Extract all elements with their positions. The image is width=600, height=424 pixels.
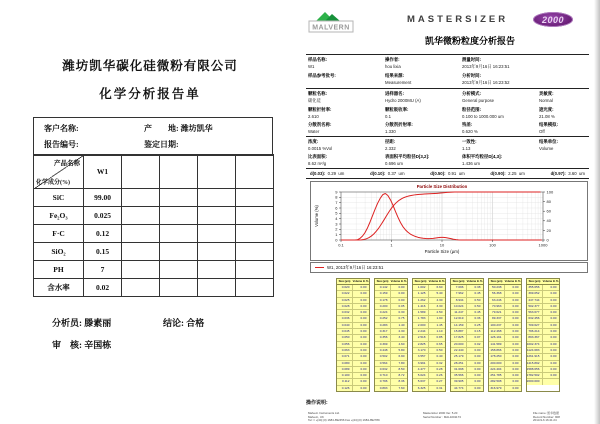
component-name: Fe₂O₃ xyxy=(34,207,84,225)
size-table-column: Size (µm) Volume In % 1.002 6.60 1.125 5.40 1.262 4.30 1.416 3.30 1.589 2.50 1.783 1.90 2.000 1.45 2.244 1.10 2.518 0.85 2.825 0.65 3.170 0.50 3.557 0.40 3.991 0.32 4.477 0.28 5.024 0.26 5.637 0.27 6.325 0.31 xyxy=(412,278,446,392)
info-field: 样品参考批号: xyxy=(308,73,336,78)
footer-address: Malvern Instruments Ltd. Malvern, UK Tel := +[44] (0) 1684-892456 Fax +[44] (0) 1684-892789 xyxy=(308,411,380,423)
size-table-row: 5.024 0.26 xyxy=(413,372,445,378)
size-table-row: 316.979 0.00 xyxy=(490,385,519,390)
svg-text:60: 60 xyxy=(546,208,551,214)
size-table-row: 3.557 0.40 xyxy=(413,353,445,359)
size-table-row: 20.000 0.02 xyxy=(451,341,483,347)
svg-text:6: 6 xyxy=(335,205,338,211)
size-table-row: 0.448 5.80 xyxy=(375,347,407,353)
svg-text:0: 0 xyxy=(335,237,338,243)
size-table-row: 1.589 2.50 xyxy=(413,309,445,315)
conclusion: 结论: 合格 xyxy=(163,318,205,328)
size-table-row: 2000.000 xyxy=(527,378,559,384)
size-table-row: 0.112 0.00 xyxy=(337,378,369,384)
component-name: SiO₂ xyxy=(34,243,84,261)
svg-text:100: 100 xyxy=(489,242,496,248)
scan-edge-shadow xyxy=(594,0,600,424)
size-table-row: 0.100 0.00 xyxy=(337,372,369,378)
size-table-row: 0.224 0.30 xyxy=(375,309,407,315)
info-field: 结果来源: Measurement xyxy=(385,73,412,85)
size-table-row: 0.071 0.00 xyxy=(337,353,369,359)
component-value: 0.025 xyxy=(84,207,122,225)
mastersizer-wordmark: MASTERSIZER xyxy=(407,14,509,25)
info-field: 颗粒折射率: 2.610 xyxy=(308,107,332,119)
size-table-row: 17.825 0.07 xyxy=(451,334,483,340)
report-header xyxy=(300,0,595,54)
info-field: 体积平均粒径D[4,3]: 1.436 um xyxy=(462,154,503,166)
info-field: 浓度: 0.0015 %Vol xyxy=(308,139,333,151)
divider xyxy=(306,168,589,169)
divider xyxy=(306,88,589,89)
component-value: 99.00 xyxy=(84,189,122,207)
size-table-row: 8.934 0.50 xyxy=(451,297,483,303)
size-table-row: 0.126 0.00 xyxy=(337,385,369,391)
size-table-row: 7.096 0.38 xyxy=(451,285,483,290)
size-table-row: 6.325 0.31 xyxy=(413,385,445,391)
size-table-row: 2.518 0.85 xyxy=(413,334,445,340)
size-table-row: 796.214 0.00 xyxy=(528,329,557,334)
size-table-row: 0.056 0.00 xyxy=(337,341,369,347)
table-row xyxy=(34,243,274,261)
component-value: 7 xyxy=(84,261,122,279)
size-table-row: 11.247 0.45 xyxy=(451,309,483,315)
svg-text:Particle Size (µm): Particle Size (µm) xyxy=(424,249,460,254)
size-table-row: 1.416 3.30 xyxy=(413,303,445,309)
size-table-row: 100.237 0.00 xyxy=(490,322,519,327)
size-table-row: 4.477 0.28 xyxy=(413,366,445,372)
table-row xyxy=(34,225,274,243)
info-field: 粒径范围: 0.100 to 1000.000 um xyxy=(462,107,504,119)
customer-label: 客户名称: xyxy=(44,124,79,133)
legend-line-sample-icon xyxy=(315,267,324,268)
size-table-row: 1002.374 0.00 xyxy=(526,341,557,346)
size-table-row: 44.774 0.00 xyxy=(451,385,483,391)
size-table-row: 0.796 8.36 xyxy=(375,378,407,384)
size-table-row: 1.262 4.30 xyxy=(413,297,445,303)
divider xyxy=(306,54,589,55)
size-table-row: 35.566 0.00 xyxy=(451,372,483,378)
size-table-row: 447.744 0.00 xyxy=(528,297,557,302)
size-table-column: Size (µm) Volume In % 7.096 0.38 7.962 0.45 8.934 0.50 10.024 0.50 11.247 0.45 12.619 0.36 14.159 0.25 15.887 0.15 17.825 0.07 20.000 0.02 22.440 0.00 25.179 0.00 28.251 0.00 31.698 0.00 35.566 0.00 39.905 0.00 44.774 0.00 xyxy=(450,278,484,392)
size-table xyxy=(336,278,560,392)
size-table-row: 28.251 0.00 xyxy=(451,360,483,366)
mastersizer-report xyxy=(300,0,595,424)
d-value: d(0.10): 0.37 um xyxy=(370,171,405,176)
size-table-row: 2.825 0.65 xyxy=(413,341,445,347)
size-table-row: 14.159 0.25 xyxy=(451,322,483,328)
size-table-row: 563.677 0.00 xyxy=(528,310,557,315)
size-table-column: Size (µm) Volume In % 0.142 0.00 0.159 0.00 0.178 0.00 0.200 0.05 0.224 0.30 0.252 0.75 0.283 1.40 0.317 2.30 0.356 3.40 0.399 4.60 0.448 5.80 0.502 6.90 0.564 7.80 0.632 8.50 0.710 8.72 0.796 8.36 0.893 7.60 xyxy=(374,278,408,392)
size-table-row: 39.905 0.00 xyxy=(451,378,483,384)
size-table-row: 1.002 6.60 xyxy=(413,285,445,290)
size-table-column: Size (µm) Volume In % 355.656 0.00 399.052 0.00 447.744 0.00 502.377 0.00 563.677 0.00 632.456 0.00 709.627 0.00 796.214 0.00 893.367 0.00 1002.374 0.00 1124.683 0.00 1261.915 0.00 1415.892 0.00 1588.656 0.00 1782.502 0.00 2000.000 xyxy=(526,278,560,392)
table-row xyxy=(34,207,274,225)
size-table-row: 126.191 0.00 xyxy=(490,335,519,340)
size-table-row: 12.619 0.36 xyxy=(451,315,483,321)
size-table-row: 10.024 0.50 xyxy=(451,303,483,309)
size-table-row: 709.627 0.00 xyxy=(528,322,557,327)
size-table-row: 0.080 0.00 xyxy=(337,360,369,366)
size-table-row: 0.142 0.00 xyxy=(375,285,407,290)
operation-notes-label: 操作说明: xyxy=(306,400,328,407)
svg-text:10: 10 xyxy=(439,242,445,248)
size-table-row: 0.502 6.90 xyxy=(375,353,407,359)
component-name: 含水率 xyxy=(34,279,84,297)
result-summary-grid xyxy=(308,139,587,166)
corner-bottom-label: 化学成分(%) xyxy=(36,180,70,186)
d-value: d(0.97): 3.60 um xyxy=(550,171,585,176)
size-table-row: 0.564 7.80 xyxy=(375,360,407,366)
table-row xyxy=(34,279,274,297)
size-table-row: 0.045 0.00 xyxy=(337,328,369,334)
component-name: SiC xyxy=(34,189,84,207)
svg-text:9: 9 xyxy=(335,189,338,195)
size-table-row: 282.508 0.00 xyxy=(490,379,519,384)
date-label: 鉴定日期: xyxy=(144,140,179,149)
company-name: 潍坊凯华碳化硅微粉有限公司 xyxy=(62,59,238,73)
svg-text:8: 8 xyxy=(335,194,338,200)
divider xyxy=(306,136,589,137)
size-table-row: 632.456 0.00 xyxy=(528,316,557,321)
size-table-column: Size (µm) Volume In % 50.238 0.00 56.368 0.00 63.246 0.00 70.963 0.00 79.621 0.00 89.337 0.00 100.237 0.00 112.468 0.00 126.191 0.00 141.589 0.00 158.866 0.00 178.250 0.00 200.000 0.00 224.404 0.00 251.785 0.00 282.508 0.00 316.979 0.00 xyxy=(488,278,522,392)
size-table-row: 355.656 0.00 xyxy=(528,285,557,289)
reviewer-signature: 审 核: 辛国栋 xyxy=(52,340,112,350)
svg-text:1000: 1000 xyxy=(538,242,548,248)
footer-instrument: Mastersizer 2000 Ver. 5.20 Serial Number : MAL1001173 xyxy=(423,411,461,419)
origin-field: 产 地: 潍坊凯华 xyxy=(144,124,213,133)
info-field: 比表面积: 8.62 m²/g xyxy=(308,154,328,166)
svg-text:Particle Size Distribution: Particle Size Distribution xyxy=(416,184,468,189)
size-table-row: 224.404 0.00 xyxy=(490,366,519,371)
size-table-row: 22.440 0.00 xyxy=(451,347,483,353)
size-table-row: 1.783 1.90 xyxy=(413,315,445,321)
size-table-row: 251.785 0.00 xyxy=(490,373,519,378)
size-table-row: 25.179 0.00 xyxy=(451,353,483,359)
size-table-row: 0.028 0.00 xyxy=(337,303,369,309)
size-table-row: 0.159 0.00 xyxy=(375,290,407,296)
info-field: 一致性: 1.13 xyxy=(462,139,477,151)
component-value: 0.15 xyxy=(84,243,122,261)
svg-text:100: 100 xyxy=(546,189,554,195)
svg-text:1: 1 xyxy=(390,242,393,248)
d-value: d(0.90): 2.25 um xyxy=(490,171,525,176)
size-table-row: 56.368 0.00 xyxy=(489,290,521,296)
size-table-row: 63.246 0.00 xyxy=(489,297,521,303)
size-table-row: 70.963 0.00 xyxy=(489,303,521,309)
size-table-row: 502.377 0.00 xyxy=(528,303,557,308)
report-subtitle: 凯华微粉粒度分析报告 xyxy=(424,36,515,46)
report-no-label: 报告编号: xyxy=(44,140,79,149)
size-table-row: 5.637 0.27 xyxy=(413,378,445,384)
component-name: F·C xyxy=(34,225,84,243)
malvern-wordmark: MALVERN xyxy=(312,24,350,32)
product-header: W1 xyxy=(84,155,122,189)
info-field: 灵敏度: Normal xyxy=(539,91,554,103)
info-field: 结果模拟: Off xyxy=(539,122,559,134)
size-table-row: 0.020 0.00 xyxy=(337,285,369,290)
component-value: 0.02 xyxy=(84,279,122,297)
size-table-row: 141.589 0.00 xyxy=(490,341,519,346)
size-table-row: 7.962 0.45 xyxy=(451,290,483,296)
size-table-row: 0.893 7.60 xyxy=(375,385,407,391)
size-table-row: 0.089 0.00 xyxy=(337,366,369,372)
particle-size-chart xyxy=(310,181,588,261)
size-table-row: 1588.656 0.00 xyxy=(526,366,557,371)
info-field: 分散剂折射率: 1.330 xyxy=(385,122,413,134)
d-values-row xyxy=(310,171,585,176)
svg-text:0: 0 xyxy=(546,237,549,243)
legend-text: W1, 2013年9月16日 16:23:51 xyxy=(327,264,384,270)
size-table-row: 0.063 0.00 xyxy=(337,347,369,353)
size-table-row: 2.244 1.10 xyxy=(413,328,445,334)
svg-text:2: 2 xyxy=(335,226,338,232)
size-table-row: 0.200 0.05 xyxy=(375,303,407,309)
size-table-row: 3.991 0.32 xyxy=(413,360,445,366)
svg-text:0.1: 0.1 xyxy=(338,242,344,248)
info-field: 遮光度: 21.08 % xyxy=(539,107,555,119)
size-table-row: 0.050 0.00 xyxy=(337,334,369,340)
size-table-row: 0.710 8.72 xyxy=(375,372,407,378)
info-field: 颗粒名称: 碳化硅 xyxy=(308,91,328,103)
size-table-row: 893.367 0.00 xyxy=(528,335,557,340)
report-footer xyxy=(308,412,587,423)
size-table-row: 1124.683 0.00 xyxy=(526,347,557,352)
corner-top-label: 产品名称 xyxy=(54,160,80,167)
size-table-row: 1.125 5.40 xyxy=(413,290,445,296)
svg-text:80: 80 xyxy=(546,199,551,204)
info-field: 分析时间: 2013年9月16日 16:23:52 xyxy=(462,73,510,85)
info-field: 测量时间: 2013年9月16日 16:23:51 xyxy=(462,57,510,69)
size-table-row: 0.399 4.60 xyxy=(375,341,407,347)
info-field: 颗粒吸收率: 0.1 xyxy=(385,107,409,119)
size-table-row: 1782.502 0.00 xyxy=(526,373,557,378)
size-table-row: 0.178 0.00 xyxy=(375,297,407,303)
footer-file-info: File name: 凯华数据 Record Number: 908 2013-9-6 16:41:24 xyxy=(533,411,560,423)
size-table-row: 0.025 0.00 xyxy=(337,297,369,303)
info-field: 进样器名: Hydro 2000MU (A) xyxy=(385,91,421,103)
d-value: d(0.03): 0.29 um xyxy=(310,171,345,176)
component-name: PH xyxy=(34,261,84,279)
chemical-composition-table xyxy=(33,154,274,297)
size-table-row: 79.621 0.00 xyxy=(489,309,521,315)
size-table-row: 200.000 0.00 xyxy=(490,360,519,365)
svg-text:40: 40 xyxy=(546,218,551,224)
info-field xyxy=(539,154,587,166)
info-field: 径距: 2.332 xyxy=(385,139,396,151)
diagonal-header-cell xyxy=(34,155,84,189)
size-table-row: 0.632 8.50 xyxy=(375,366,407,372)
table-row xyxy=(34,189,274,207)
d-value: d(0.50): 0.91 um xyxy=(430,171,465,176)
info-field: 表面积平均粒径D[3,2]: 0.696 um xyxy=(385,154,430,166)
size-table-row: 0.356 3.40 xyxy=(375,334,407,340)
svg-text:7: 7 xyxy=(335,200,338,206)
size-table-row: 0.283 1.40 xyxy=(375,322,407,328)
size-table-row: 89.337 0.00 xyxy=(489,315,521,321)
info-field: 分散剂名称: Water xyxy=(308,122,332,134)
svg-text:4: 4 xyxy=(335,216,338,222)
sample-info-grid xyxy=(308,57,587,86)
size-table-row: 3.170 0.50 xyxy=(413,347,445,353)
size-table-row: 178.250 0.00 xyxy=(490,354,519,359)
size-table-row: 2.000 1.45 xyxy=(413,322,445,328)
size-table-row: 50.238 0.00 xyxy=(489,285,521,290)
divider xyxy=(306,178,589,179)
info-field: 结果单位: Volume xyxy=(539,139,559,151)
mastersizer-2000-badge-icon xyxy=(533,12,573,27)
svg-text:3: 3 xyxy=(335,221,338,227)
size-table-row: 399.052 0.00 xyxy=(528,291,557,296)
size-table-row: 31.698 0.00 xyxy=(451,366,483,372)
size-table-row: 1261.915 0.00 xyxy=(526,354,557,359)
svg-text:Volume (%): Volume (%) xyxy=(314,205,319,227)
analyst-signature: 分析员: 滕素丽 xyxy=(52,318,112,328)
size-table-row: 0.252 0.75 xyxy=(375,315,407,321)
size-table-row: 0.022 0.00 xyxy=(337,290,369,296)
size-table-row: 0.317 2.30 xyxy=(375,328,407,334)
svg-text:1: 1 xyxy=(335,232,338,238)
report-info-box xyxy=(33,117,273,156)
size-table-column: Size (µm) Volume In % 0.020 0.00 0.022 0.00 0.025 0.00 0.028 0.00 0.032 0.00 0.036 0.00 0.040 0.00 0.045 0.00 0.050 0.00 0.056 0.00 0.063 0.00 0.071 0.00 0.080 0.00 0.089 0.00 0.100 0.00 0.112 0.00 0.126 0.00 xyxy=(336,278,370,392)
svg-text:5: 5 xyxy=(335,210,338,216)
report-title: 化学分析报告单 xyxy=(99,87,201,101)
info-field: 样品名称: W1 xyxy=(308,57,328,69)
size-table-row: 15.887 0.15 xyxy=(451,328,483,334)
info-field: 分析模式: General purpose xyxy=(462,91,495,103)
malvern-logo-icon xyxy=(308,10,354,39)
table-row xyxy=(34,261,274,279)
info-field: 操作者: hou lixia xyxy=(385,57,401,69)
size-table-row: 158.866 0.00 xyxy=(490,347,519,352)
svg-text:20: 20 xyxy=(546,227,551,233)
size-table-row: 0.040 0.00 xyxy=(337,322,369,328)
size-table-row: 0.032 0.00 xyxy=(337,309,369,315)
info-field: 残差: 0.620 % xyxy=(462,122,478,134)
component-value: 0.12 xyxy=(84,225,122,243)
size-table-row: 0.036 0.00 xyxy=(337,315,369,321)
measurement-settings-grid xyxy=(308,91,587,134)
model-number: 2000 xyxy=(541,14,565,25)
size-table-row: 1415.892 0.00 xyxy=(526,360,557,365)
chart-legend xyxy=(310,262,588,273)
size-table-row: 112.468 0.00 xyxy=(489,328,521,334)
